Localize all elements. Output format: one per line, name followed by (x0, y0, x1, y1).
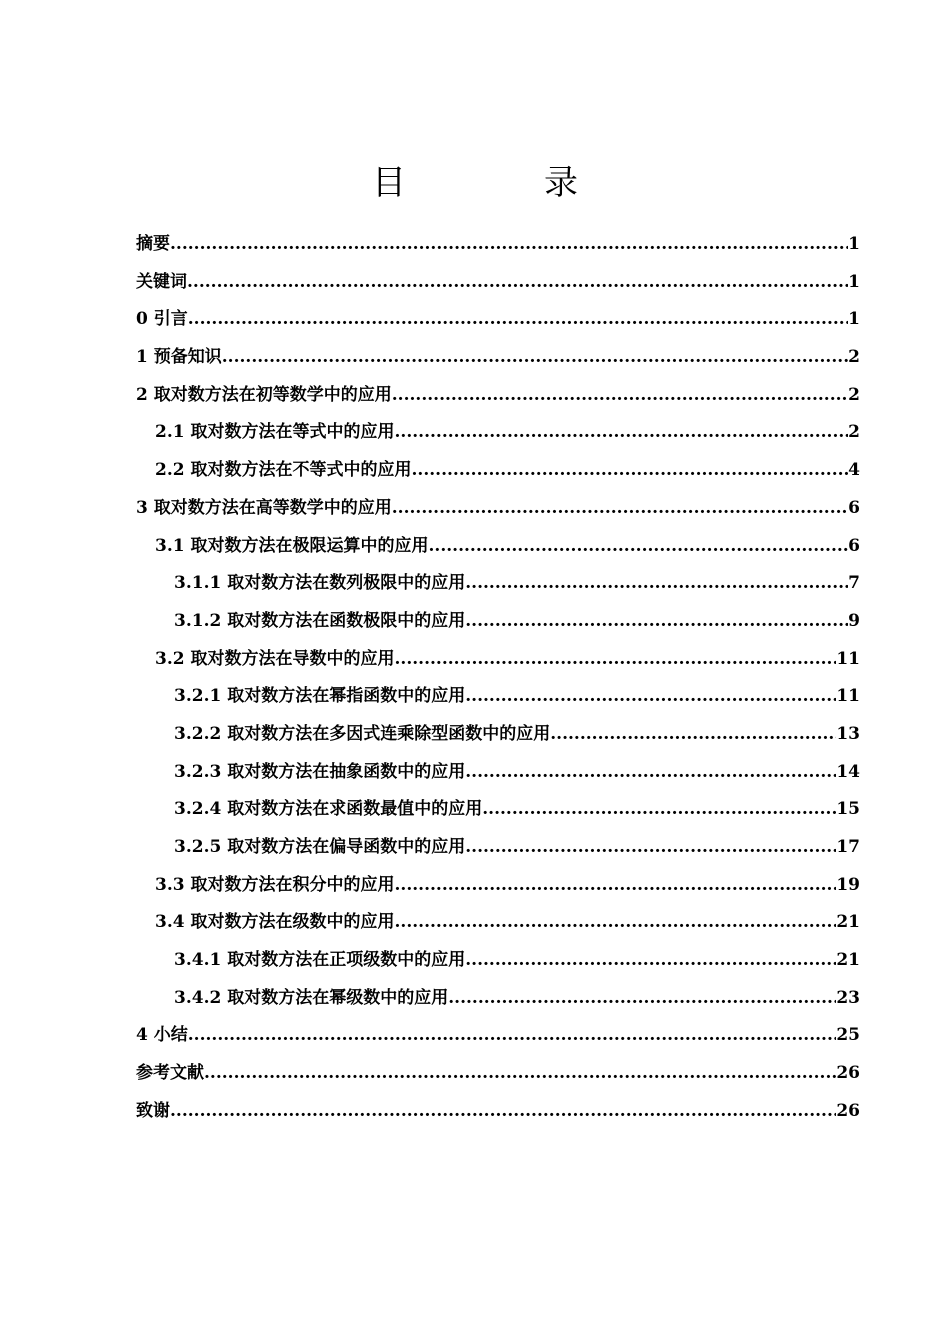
toc-dot-leader (395, 867, 837, 905)
toc-entry-page-number: 2 (848, 422, 860, 443)
toc-entry[interactable] (136, 1017, 860, 1055)
toc-entry[interactable] (136, 1055, 860, 1093)
toc-dot-leader (465, 678, 836, 716)
toc-entry-page-number: 26 (836, 1063, 860, 1084)
toc-dot-leader (187, 264, 848, 302)
toc-dot-leader (465, 754, 836, 792)
toc-dot-leader (170, 226, 848, 264)
toc-dot-leader (465, 829, 836, 867)
toc-dot-leader (412, 452, 849, 490)
toc-entry-page-number: 1 (848, 234, 860, 254)
toc-entry-page-number: 7 (848, 573, 860, 594)
toc-dot-leader (429, 528, 849, 566)
toc-entry-label: 3.1 取对数方法在极限运算中的应用 (155, 535, 429, 556)
toc-entry-page-number: 1 (848, 271, 860, 292)
toc-dot-leader (392, 490, 848, 528)
toc-entry[interactable] (136, 603, 860, 641)
toc-entry-page-number: 11 (836, 648, 860, 669)
toc-dot-leader (204, 1055, 836, 1093)
toc-entry-label: 3.2.4 取对数方法在求函数最值中的应用 (174, 799, 483, 820)
toc-entry-label: 关键词 (136, 271, 187, 292)
toc-dot-leader (448, 980, 836, 1018)
toc-entry-page-number: 6 (848, 497, 860, 518)
toc-entry[interactable] (136, 791, 860, 829)
toc-entry-label: 3.2.2 取对数方法在多因式连乘除型函数中的应用 (174, 723, 551, 744)
toc-entry[interactable] (136, 377, 860, 415)
toc-entry-page-number: 25 (836, 1025, 860, 1046)
toc-dot-leader (465, 565, 848, 603)
table-of-contents (136, 226, 860, 1131)
toc-entry[interactable] (136, 829, 860, 867)
toc-entry[interactable] (136, 716, 860, 754)
toc-dot-leader (395, 904, 837, 942)
toc-entry-page-number: 23 (836, 987, 860, 1008)
toc-dot-leader (465, 942, 836, 980)
toc-entry-page-number: 11 (836, 686, 860, 707)
toc-dot-leader (395, 641, 837, 679)
toc-entry-page-number: 17 (836, 837, 860, 857)
toc-entry[interactable] (136, 678, 860, 716)
toc-entry-label: 4 小结 (136, 1025, 188, 1046)
toc-entry-page-number: 2 (848, 384, 860, 405)
toc-entry-label: 3.2.5 取对数方法在偏导函数中的应用 (174, 837, 466, 857)
toc-entry-label: 2.1 取对数方法在等式中的应用 (155, 422, 395, 443)
toc-entry-label: 3.4.1 取对数方法在正项级数中的应用 (174, 950, 466, 971)
toc-entry-label: 2.2 取对数方法在不等式中的应用 (155, 460, 412, 481)
toc-entry[interactable] (136, 1093, 860, 1131)
toc-dot-leader (465, 603, 848, 641)
toc-entry[interactable] (136, 264, 860, 302)
toc-entry[interactable] (136, 942, 860, 980)
toc-entry-page-number: 9 (848, 610, 860, 631)
toc-entry-label: 1 预备知识 (136, 347, 222, 368)
toc-entry[interactable] (136, 565, 860, 603)
toc-entry[interactable] (136, 641, 860, 679)
toc-entry-label: 摘要 (136, 234, 170, 254)
toc-entry-page-number: 6 (848, 535, 860, 556)
toc-entry-label: 3.4.2 取对数方法在幂级数中的应用 (174, 987, 449, 1008)
toc-entry[interactable] (136, 490, 860, 528)
toc-entry[interactable] (136, 754, 860, 792)
toc-entry-label: 3.2.3 取对数方法在抽象函数中的应用 (174, 761, 466, 782)
toc-entry-label: 3.1.2 取对数方法在函数极限中的应用 (174, 610, 466, 631)
toc-dot-leader (550, 716, 836, 754)
toc-entry-page-number: 1 (848, 309, 860, 330)
toc-dot-leader (222, 339, 848, 377)
toc-entry-page-number: 13 (836, 723, 860, 744)
toc-dot-leader (188, 1017, 837, 1055)
toc-entry[interactable] (136, 226, 860, 264)
toc-dot-leader (170, 1093, 836, 1131)
toc-entry-page-number: 2 (848, 347, 860, 368)
toc-dot-leader (392, 377, 848, 415)
toc-entry-label: 参考文献 (136, 1063, 204, 1084)
toc-entry-label: 致谢 (136, 1100, 170, 1121)
toc-entry[interactable] (136, 452, 860, 490)
toc-entry-page-number: 21 (836, 950, 860, 971)
toc-entry[interactable] (136, 414, 860, 452)
toc-entry-label: 3.1.1 取对数方法在数列极限中的应用 (174, 573, 466, 594)
toc-entry-label: 3 取对数方法在高等数学中的应用 (136, 497, 392, 518)
toc-dot-leader (188, 301, 848, 339)
toc-entry[interactable] (136, 339, 860, 377)
toc-entry-label: 0 引言 (136, 309, 188, 330)
toc-entry-page-number: 21 (836, 912, 860, 933)
toc-entry-page-number: 26 (836, 1100, 860, 1121)
toc-entry-label: 3.3 取对数方法在积分中的应用 (155, 874, 395, 895)
toc-entry[interactable] (136, 301, 860, 339)
toc-entry-label: 3.2.1 取对数方法在幂指函数中的应用 (174, 686, 466, 707)
toc-entry-label: 2 取对数方法在初等数学中的应用 (136, 384, 392, 405)
toc-dot-leader (395, 414, 849, 452)
toc-entry-page-number: 19 (836, 874, 860, 895)
toc-entry-page-number: 14 (836, 761, 860, 782)
toc-entry-label: 3.4 取对数方法在级数中的应用 (155, 912, 395, 933)
toc-entry[interactable] (136, 904, 860, 942)
page-title: 目 录 (372, 162, 630, 203)
toc-entry-page-number: 4 (848, 460, 860, 481)
toc-entry-page-number: 15 (836, 799, 860, 820)
toc-dot-leader (482, 791, 836, 829)
toc-entry[interactable] (136, 980, 860, 1018)
toc-entry[interactable] (136, 528, 860, 566)
toc-entry[interactable] (136, 867, 860, 905)
toc-entry-label: 3.2 取对数方法在导数中的应用 (155, 648, 395, 669)
